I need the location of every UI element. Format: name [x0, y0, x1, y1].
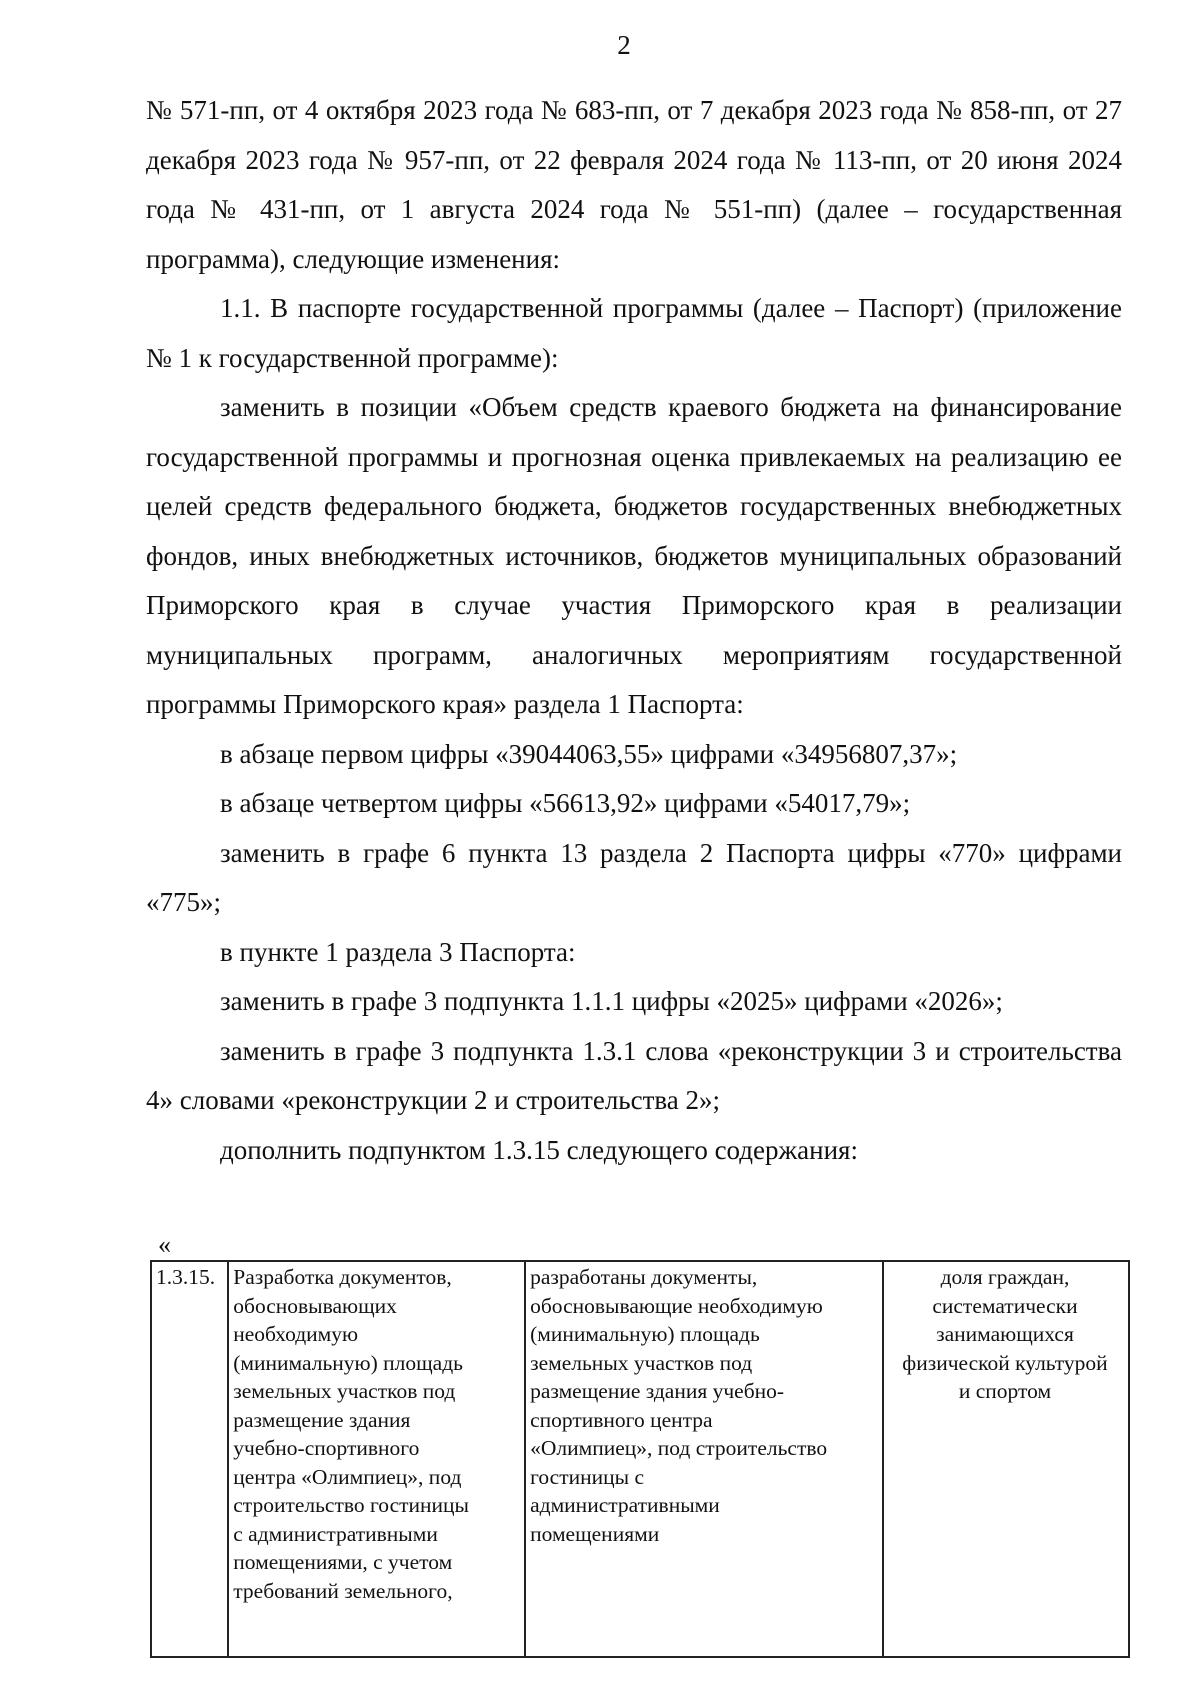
task-line: строительство гостиницы	[233, 1493, 469, 1517]
result-cell	[525, 1261, 883, 1657]
task-line: требований земельного,	[233, 1578, 453, 1603]
paragraph-subitem-1-1-1: заменить в графе 3 подпункта 1.1.1 цифры «2025» цифрами «2026»;	[220, 986, 1003, 1016]
indicator-line: систематически	[932, 1293, 1078, 1318]
result-line: спортивного центра	[530, 1407, 713, 1432]
indicator-line: доля граждан,	[940, 1265, 1070, 1289]
task-line: с административными	[233, 1521, 438, 1546]
paragraph-section-3-item-1: в пункте 1 раздела 3 Паспорта:	[220, 936, 576, 967]
document-body	[146, 86, 1122, 1175]
paragraph-fourth-abzac: в абзаце четвертом цифры «56613,92» цифрами «54017,79»;	[220, 788, 911, 818]
indicator-line: занимающихся	[936, 1322, 1074, 1346]
task-line: земельных участков под	[233, 1379, 456, 1403]
result-line: (минимальную) площадь	[530, 1322, 760, 1346]
task-line: Разработка документов,	[233, 1265, 452, 1289]
task-line: размещение здания	[233, 1407, 411, 1432]
page-number: 2	[617, 30, 631, 60]
result-line: размещение здания учебно-	[530, 1379, 785, 1403]
task-line: центра «Олимпиец», под	[233, 1464, 462, 1489]
task-cell	[228, 1261, 525, 1657]
paragraph-resolution-list: № 571-пп, от 4 октября 2023 года № 683-пп, от 7 декабря 2023 года № 858-пп, от 27 декабря 2023 года № 957-пп, от 22 февраля 2024 года № 113-пп, от 20 июня 2024 года № 431-пп, от 1 августа 2024 года № 551-пп) (далее – государственная программа), следующие изменения:	[146, 95, 1122, 274]
result-line: разработаны документы,	[530, 1265, 758, 1289]
task-line: обосновывающих	[233, 1293, 397, 1318]
indicator-line: физической культурой	[902, 1350, 1108, 1375]
paragraph-subitem-1-3-1: заменить в графе 3 подпункта 1.3.1 слова «реконструкции 3 и строительства 4» словами «реконструкции 2 и строительства 2»;	[146, 1035, 1122, 1115]
result-line: земельных участков под	[530, 1350, 753, 1375]
row-number-cell: 1.3.15.	[151, 1261, 228, 1657]
amendment-table	[150, 1260, 1130, 1658]
result-line: помещениями	[530, 1521, 660, 1546]
paragraph-first-abzac: в абзаце первом цифры «39044063,55» цифрами «34956807,37»;	[220, 738, 958, 769]
result-line: гостиницы с	[530, 1464, 644, 1489]
table-row	[151, 1261, 1129, 1657]
indicator-cell	[883, 1261, 1129, 1657]
task-line: (минимальную) площадь	[233, 1350, 463, 1375]
paragraph-add-subitem-1-3-15: дополнить подпунктом 1.3.15 следующего содержания:	[220, 1134, 858, 1165]
task-line: учебно-спортивного	[233, 1436, 420, 1460]
task-line: необходимую	[233, 1322, 359, 1346]
result-line: административными	[530, 1493, 720, 1517]
task-line: помещениями, с учетом	[233, 1550, 453, 1574]
opening-quote-mark: «	[158, 1230, 171, 1259]
result-line: обосновывающие необходимую	[530, 1293, 823, 1318]
paragraph-replace-budget-position: заменить в позиции «Объем средств краевого бюджета на финансирование государственной программы и прогнозная оценка привлекаемых на реализацию ее целей средств федерального бюджета, бюджетов государственных внебюджетных фондов, иных внебюджетных источников, бюджетов муниципальных образований Приморского края в случае участия Приморского края в реализации муниципальных программ, аналогичных мероприятиям государственной программы Приморского края» раздела 1 Паспорта:	[146, 392, 1122, 719]
paragraph-column-6-item-13: заменить в графе 6 пункта 13 раздела 2 Паспорта цифры «770» цифрами «775»;	[146, 837, 1122, 917]
paragraph-1-1-passport: 1.1. В паспорте государственной программы (далее – Паспорт) (приложение № 1 к государственной программе):	[146, 293, 1122, 373]
result-line: «Олимпиец», под строительство	[530, 1436, 828, 1460]
indicator-line: и спортом	[958, 1379, 1052, 1403]
